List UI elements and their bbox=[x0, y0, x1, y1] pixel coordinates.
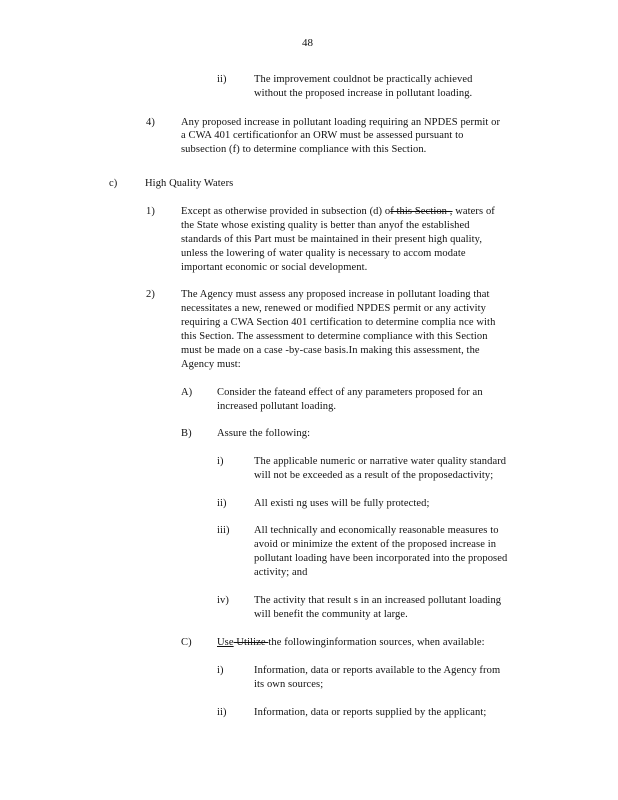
item-label: 4) bbox=[146, 117, 155, 128]
item-text: necessitates a new, renewed or modified NPDES permit or any activity bbox=[181, 303, 486, 314]
page-number: 48 bbox=[302, 37, 313, 49]
item-label: B) bbox=[181, 428, 192, 439]
item-text: The applicable numeric or narrative water quality standard bbox=[254, 456, 507, 467]
struck-text: Utilize bbox=[233, 637, 269, 648]
item-label: iv) bbox=[217, 595, 229, 606]
item-label: ii) bbox=[217, 498, 227, 509]
item-label: C) bbox=[181, 637, 192, 648]
item-label: 2) bbox=[146, 289, 155, 300]
item-text: will not be exceeded as a result of the proposedactivity; bbox=[254, 470, 494, 481]
item-text: The improvement couldnot be practically achieved bbox=[254, 74, 473, 85]
item-text: Information, data or reports available to the Agency from bbox=[254, 665, 501, 676]
item-text: Assure the following: bbox=[217, 428, 311, 439]
item-text: The Agency must assess any proposed increase in pollutant loading that bbox=[181, 289, 490, 300]
item-label: i) bbox=[217, 456, 224, 467]
item-label: 1) bbox=[146, 206, 155, 217]
item-text: Agency must: bbox=[181, 359, 241, 370]
item-text: the State whose existing quality is better than anyof the established bbox=[181, 220, 470, 231]
text-segment: waters of bbox=[452, 206, 495, 217]
struck-text: f this Section , bbox=[390, 206, 453, 217]
item-text: Consider the fateand effect of any parameters proposed for an bbox=[217, 387, 483, 398]
item-text: Any proposed increase in pollutant loading requiring an NPDES permit or bbox=[181, 117, 501, 128]
item-text: will benefit the community at large. bbox=[254, 609, 408, 620]
section-label: c) bbox=[109, 178, 118, 189]
inserted-text: Use bbox=[217, 637, 234, 648]
item-text: this Section. The assessment to determine compliance with this Section bbox=[181, 331, 488, 342]
item-text: All technically and economically reasonable measures to bbox=[254, 525, 499, 536]
item-text: must be made on a case -by-case basis.In making this assessment, the bbox=[181, 345, 480, 356]
item-label: iii) bbox=[217, 525, 230, 536]
item-text: important economic or social development. bbox=[181, 262, 368, 273]
item-text-with-strike bbox=[217, 636, 485, 650]
item-label: ii) bbox=[217, 74, 227, 85]
item-text-with-strike bbox=[181, 205, 495, 219]
item-label: A) bbox=[181, 387, 193, 398]
item-text: All existi ng uses will be fully protected; bbox=[254, 498, 430, 509]
item-text: without the proposed increase in pollutant loading. bbox=[254, 88, 473, 99]
item-label: ii) bbox=[217, 707, 227, 718]
item-text: The activity that result s in an increased pollutant loading bbox=[254, 595, 502, 606]
item-text: requiring a CWA Section 401 certification to determine complia nce with bbox=[181, 317, 496, 328]
item-text: pollutant loading have been incorporated into the proposed bbox=[254, 553, 508, 564]
item-text: standards of this Part must be maintained in their present high quality, bbox=[181, 234, 483, 245]
item-text: Information, data or reports supplied by the applicant; bbox=[254, 707, 487, 718]
section-heading: High Quality Waters bbox=[145, 178, 234, 189]
text-segment: Except as otherwise provided in subsection (d) o bbox=[181, 206, 391, 217]
item-text: increased pollutant loading. bbox=[217, 401, 337, 412]
item-text: unless the lowering of water quality is necessary to accom modate bbox=[181, 248, 466, 259]
item-text: a CWA 401 certificationfor an ORW must be assessed pursuant to bbox=[181, 130, 464, 141]
item-text: avoid or minimize the extent of the proposed increase in bbox=[254, 539, 497, 550]
item-text: subsection (f) to determine compliance with this Section. bbox=[181, 144, 427, 155]
item-text: activity; and bbox=[254, 567, 308, 578]
item-text: its own sources; bbox=[254, 679, 324, 690]
text-segment: the followinginformation sources, when available: bbox=[268, 637, 485, 648]
item-label: i) bbox=[217, 665, 224, 676]
